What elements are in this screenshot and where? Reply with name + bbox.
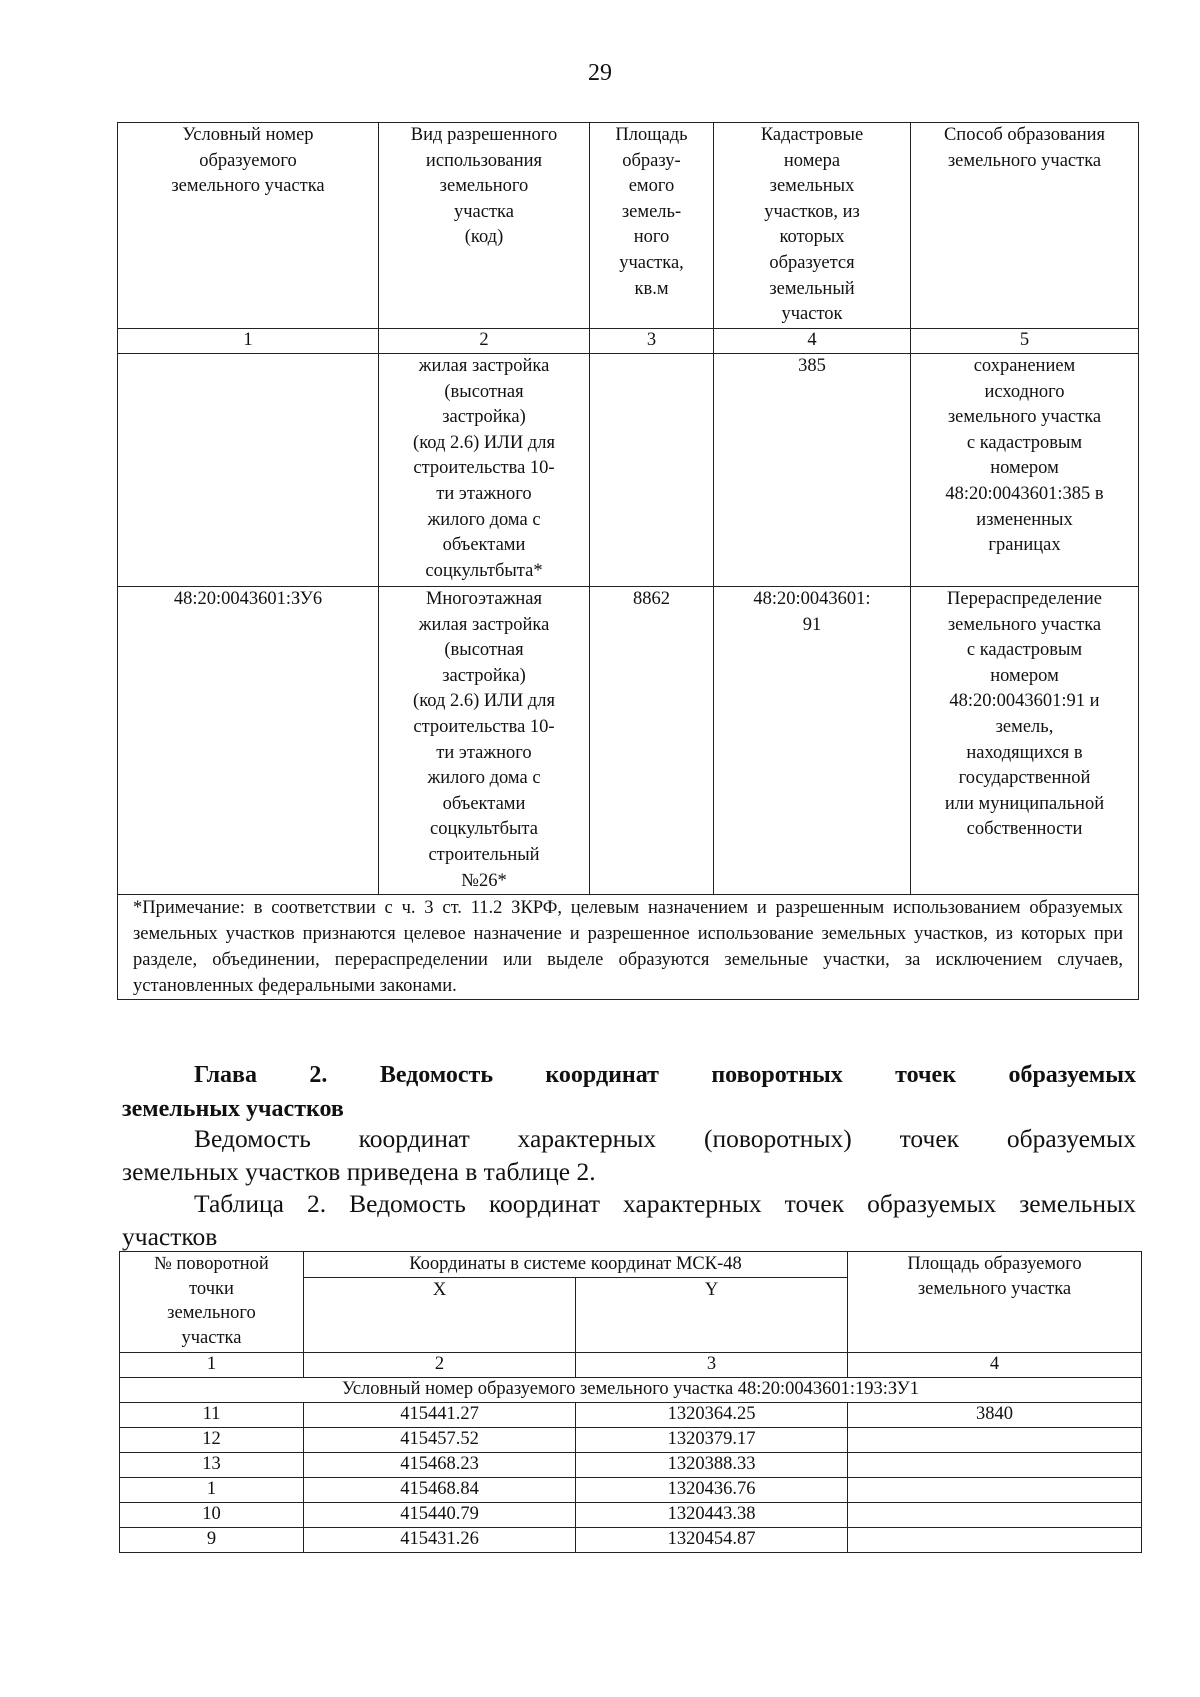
cell-area: 3840 (848, 1402, 1142, 1427)
paragraph-line2: земельных участков приведена в таблице 2. (122, 1157, 596, 1186)
table-row (120, 1452, 1142, 1477)
caption-line1 (122, 1187, 1136, 1220)
note-row (118, 895, 1139, 1000)
header-permitted-use: Вид разрешенного использования земельного участка (код) (379, 123, 590, 329)
paragraph-word: координат (358, 1124, 470, 1153)
cell-point: 10 (120, 1502, 304, 1527)
cell-formation-method: сохранением исходного земельного участка с кадастровым номером 48:20:0043601:385 в измененных границах (911, 354, 1139, 587)
column-number: 3 (590, 329, 714, 354)
chapter-heading-line1 (122, 1058, 1136, 1092)
cell-point: 9 (120, 1527, 304, 1552)
table-note: *Примечание: в соответствии с ч. 3 ст. 11.2 ЗКРФ, целевым назначением и разрешенным использованием образуемых земельных участков признаются целевое назначение и разрешенное использование земельных участков, из которых при разделе, объединении, перераспределении или выделе образуются земельные участки, за исключением случаев, установленных федеральными законами. (118, 895, 1139, 1000)
caption-line2: участков (122, 1222, 218, 1251)
chapter-heading-line2: земельных участков (122, 1096, 344, 1122)
column-number: 1 (118, 329, 379, 354)
cell-y: 1320379.17 (576, 1427, 848, 1452)
table-row (120, 1527, 1142, 1552)
table-row (118, 587, 1139, 895)
table-caption (122, 1187, 1136, 1253)
caption-word: земельных (1019, 1189, 1136, 1218)
column-number-row (120, 1352, 1142, 1377)
cell-point: 12 (120, 1427, 304, 1452)
column-number: 4 (714, 329, 911, 354)
header-formation-method: Способ образования земельного участка (911, 123, 1139, 329)
header-plot-number: Условный номер образуемого земельного участка (118, 123, 379, 329)
caption-word: координат (488, 1189, 601, 1218)
cell-area (848, 1527, 1142, 1552)
cell-point: 1 (120, 1477, 304, 1502)
caption-word: Таблица (194, 1189, 284, 1218)
caption-word: точек (784, 1189, 845, 1218)
cell-y: 1320436.76 (576, 1477, 848, 1502)
cell-plot-number: 48:20:0043601:ЗУ6 (118, 587, 379, 895)
heading-word: поворотных (711, 1062, 843, 1088)
header-coordinate-system: Координаты в системе координат МСК-48 (304, 1252, 848, 1278)
paragraph-word: характерных (517, 1124, 657, 1153)
cell-plot-number (118, 354, 379, 587)
heading-word: Ведомость (379, 1062, 494, 1088)
cell-area: 8862 (590, 587, 714, 895)
paragraph-word: образуемых (1006, 1124, 1136, 1153)
cell-permitted-use: жилая застройка (высотная застройка) (код 2.6) ИЛИ для строительства 10- ти этажного жилого дома с объектами соцкультбыта* (379, 354, 590, 587)
cell-area (590, 354, 714, 587)
paragraph-word: (поворотных) (703, 1124, 852, 1153)
heading-word: точек (895, 1062, 957, 1088)
header-cadastral-numbers: Кадастровые номера земельных участков, из которых образуется земельный участок (714, 123, 911, 329)
cell-permitted-use: Многоэтажная жилая застройка (высотная застройка) (код 2.6) ИЛИ для строительства 10- ти этажного жилого дома с объектами соцкультбыта строительный №26* (379, 587, 590, 895)
body-paragraph (122, 1122, 1136, 1188)
cell-y: 1320388.33 (576, 1452, 848, 1477)
section-row (120, 1377, 1142, 1402)
cell-x: 415457.52 (304, 1427, 576, 1452)
column-number: 2 (379, 329, 590, 354)
header-point-number: № поворотной точки земельного участка (120, 1252, 304, 1353)
column-number-row (118, 329, 1139, 354)
column-number: 3 (576, 1352, 848, 1377)
header-plot-area: Площадь образуемого земельного участка (848, 1252, 1142, 1353)
cell-area (848, 1477, 1142, 1502)
cell-cadastral-numbers: 48:20:0043601: 91 (714, 587, 911, 895)
land-plots-table (117, 122, 1139, 1000)
cell-area (848, 1427, 1142, 1452)
cell-cadastral-numbers: 385 (714, 354, 911, 587)
caption-word: образуемых (867, 1189, 997, 1218)
heading-word: Глава (194, 1062, 257, 1088)
cell-x: 415468.23 (304, 1452, 576, 1477)
caption-word: Ведомость (349, 1189, 466, 1218)
column-number: 4 (848, 1352, 1142, 1377)
chapter-heading (122, 1058, 1136, 1126)
header-y: Y (576, 1277, 848, 1352)
paragraph-word: Ведомость (194, 1124, 311, 1153)
column-number: 5 (911, 329, 1139, 354)
cell-x: 415468.84 (304, 1477, 576, 1502)
cell-point: 11 (120, 1402, 304, 1427)
table-row (120, 1402, 1142, 1427)
cell-y: 1320364.25 (576, 1402, 848, 1427)
coordinates-header-row (120, 1252, 1142, 1278)
heading-word: координат (545, 1062, 659, 1088)
cell-y: 1320454.87 (576, 1527, 848, 1552)
table-row (120, 1477, 1142, 1502)
cell-x: 415431.26 (304, 1527, 576, 1552)
cell-x: 415440.79 (304, 1502, 576, 1527)
caption-word: характерных (623, 1189, 762, 1218)
header-area: Площадь образу- емого земель- ного участка, кв.м (590, 123, 714, 329)
paragraph-line1 (122, 1122, 1136, 1155)
section-title: Условный номер образуемого земельного участка 48:20:0043601:193:ЗУ1 (120, 1377, 1142, 1402)
cell-y: 1320443.38 (576, 1502, 848, 1527)
column-number: 1 (120, 1352, 304, 1377)
cell-area (848, 1502, 1142, 1527)
cell-point: 13 (120, 1452, 304, 1477)
cell-x: 415441.27 (304, 1402, 576, 1427)
table-row (118, 354, 1139, 587)
page-number: 29 (588, 60, 612, 86)
header-x: X (304, 1277, 576, 1352)
cell-area (848, 1452, 1142, 1477)
coordinates-table (119, 1251, 1142, 1553)
caption-word: 2. (306, 1189, 327, 1218)
cell-formation-method: Перераспределение земельного участка с кадастровым номером 48:20:0043601:91 и земель, находящихся в государственной или муниципальной собственности (911, 587, 1139, 895)
heading-word: 2. (309, 1062, 328, 1088)
table-row (120, 1502, 1142, 1527)
paragraph-word: точек (899, 1124, 960, 1153)
table-row (120, 1427, 1142, 1452)
table-header-row (118, 123, 1139, 329)
heading-word: образуемых (1008, 1062, 1136, 1088)
column-number: 2 (304, 1352, 576, 1377)
